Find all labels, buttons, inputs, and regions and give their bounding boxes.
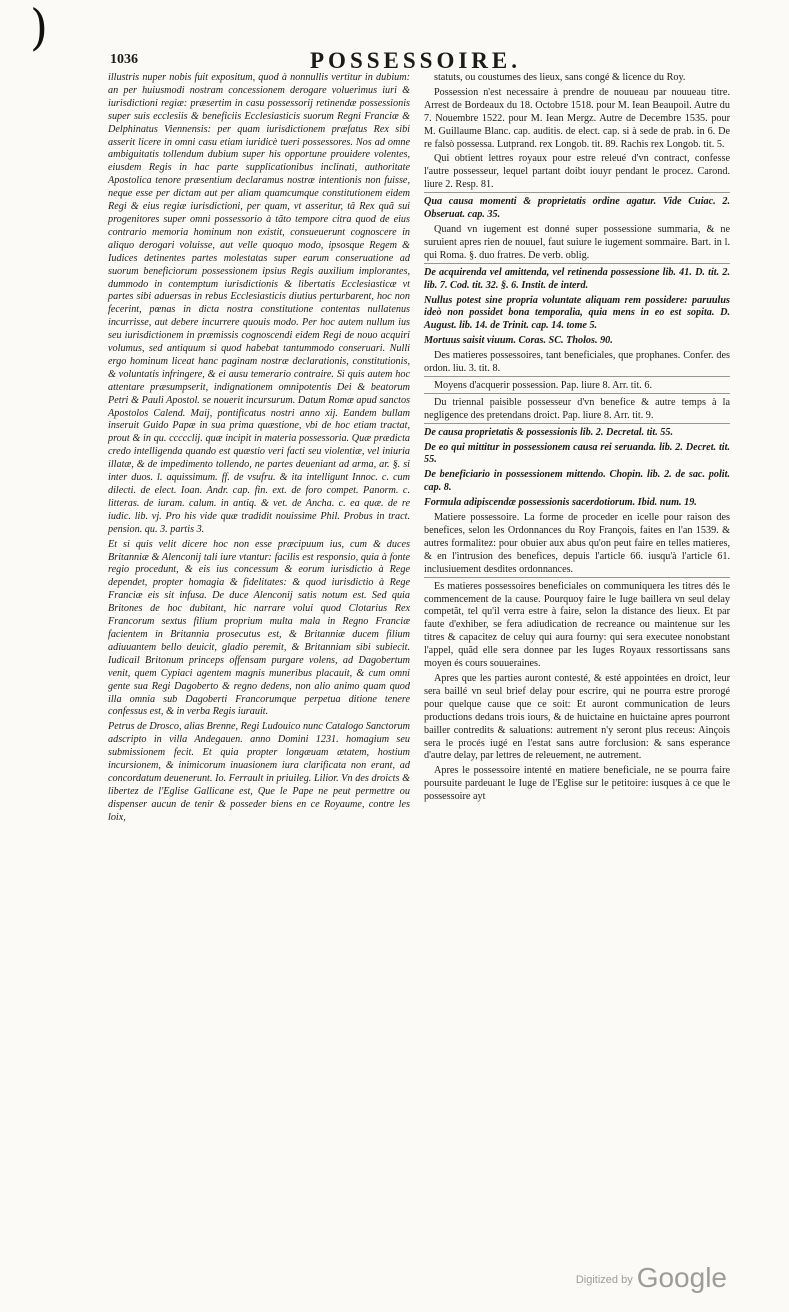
paragraph: De beneficiario in possessionem mittendo. Chopin. lib. 2. de sac. polit. cap. 8. — [424, 469, 730, 494]
google-logo: Google — [636, 1262, 727, 1293]
paragraph: Quand vn iugement est donné super possessione summaria, & ne suruient apres rien de nouuel, faut suiure le iugement sommaire. Bart. in l. qui Roma. §. duo fratres. De verb. oblig. — [424, 224, 730, 264]
paragraph: Apres que les parties auront contesté, & esté appointées en droict, leur sera baillé vn seul brief delay pour escrire, qui ne pourra estre prorogé pour quelque cause que ce soit: Et auront communication de leurs productions dedans trois iours, & de huictaine en huictaine apres pourront bailler contredits & saluations: autrement n'y seront plus receus: Ainçois sera le procés iugé en l'estat sans autre forclusion: & sans esperance d'autre delay, par lettres de releuement, ne autrement. — [424, 672, 730, 762]
page-number: 1036 — [110, 52, 138, 67]
paragraph: Mortuus saisit viuum. Coras. SC. Tholos. 90. — [424, 335, 613, 347]
paragraph: Petrus de Drosco, alias Brenne, Regi Ludouico nunc Catalogo Sanctorum adscripto in villa Andegauen. anno Domini 1231. homagium seu submissionem fecit. Et quia propter longæuam ætatem, hostium incursionem, & inimicorum inuasionem iura clarificata non erant, ad concordatum deuenerunt. Io. Ferrault in priuileg. Lilior. Vn des droicts & libertez de l'Eglise Gallicane est, Que le Pape ne peut permettre ou dispenser aucun de tenir & posseder biens en ce Royaume, contre les loix, — [108, 721, 410, 823]
paragraph: Qua causa momenti & proprietatis ordine agatur. Vide Cuiac. 2. Obseruat. cap. 35. — [424, 196, 730, 221]
paragraph: statuts, ou coustumes des lieux, sans congé & licence du Roy. — [434, 72, 686, 83]
left-column — [108, 72, 410, 827]
digitized-by-text: Digitized by — [575, 1274, 633, 1286]
paragraph: Possession n'est necessaire à prendre de nouueau par nouueau titre. Arrest de Bordeaux du 18. Octobre 1518. pour M. Iean Beaupoil. Autre du 7. Nouembre 1522. pour M. Iean Mergz. Autre de Decembre 1535. pour M. Guillaume Blanc. cap. auditis. de elect. cap. si à sede de prab. in 6. De re falsò possessa. Lutprand. rex Longob. tit. 89. Rachis rex Longob. tit. 5. — [424, 86, 730, 150]
paragraph: Apres le possessoire intenté en matiere beneficiale, ne se pourra faire poursuite pardeuant le Iuge de l'Eglise sur le petitoire: iusques à ce que le possessoire ayt — [424, 765, 730, 803]
paragraph: De causa proprietatis & possessionis lib. 2. Decretal. tit. 55. — [424, 426, 674, 438]
paragraph: Des matieres possessoires, tant beneficiales, que prophanes. Confer. des ordon. liu. 3. tit. 8. — [424, 350, 730, 377]
paragraph: Moyens d'acquerir possession. Pap. liure 8. Arr. tit. 6. — [424, 380, 730, 394]
paragraph: Matiere possessoire. La forme de proceder en icelle pour raison des benefices, selon les Ordonnances du Roy François, faites en l'an 1539. & autres formalitez: pour obuier aux abus qu'on peut faire en telles matieres, & en l'intrusion des benefices, depuis l'article 66. iusqu'à l'article 61. inclusiuement desdites ordonnances. — [424, 512, 730, 578]
margin-bracket: ) — [30, 0, 48, 56]
google-watermark — [576, 1262, 727, 1294]
paragraph: Et si quis velit dicere hoc non esse præcipuum ius, cum & duces Britanniæ & Alenconij tali iure vtantur: facilis est responsio, quia à fonte regio procedunt, & eis ius concessum & eorum iurisdictio à Rege dependet, propter homagia & fidelitates: & quod iurisdictio à Rege Franciæ eis sit infusa. De duce Alenconij satis notum est. Sed quia Britones de hoc dubitant, hic narrare volui quod Clotarius Rex Francorum sextus filium proprium multa mala in Regno Franciæ facientem in Britannia prosecutus est, & Britanniæ ducem filium adiuuantem bello deuicit, gladio peremit, & Britanniam sibi subiecit. Iudicail Britonum princeps offensam purgare volens, ad Dagobertum venit, quem Cypiaci agentem magnis muneribus placauit, & cum omni gente sua Regi Dagoberto & regno dedens, non alio animo quam quod illa omnia sub Dagoberti Francorumque perpetua ditione tenere confessus est, & in verba Regis iurauit. — [108, 538, 410, 718]
paragraph: illustris nuper nobis fuit expositum, quod à nonnullis vertitur in dubium: an per huiusmodi nostram concessionem derogare voluerimus iuri & iurisdictioni regiæ: præsertim in casu possessorij retinendæ possessionis super suis ecclesiis & beneficiis Ecclesiasticis suorum Regni Franciæ & Delphinatus Viennensis: per quam iurisdictionem præfatus Rex sibi asserit licere in omni casu etiam iuridicè tueri possessores. Nos ad omne ambiguitatis tollendum dubium super his opportune prouidere volentes, eiusdem Regis in hac parte supplicationibus inclinati, authoritate Apostolica tenore præsentium declaramus nostræ intentionis non fuisse, neque esse per dictam aut per aliam quamcumque constitutionem eidem Regi & eius regiæ iurisdictioni, per quam, vt asseritur, tâ Rex quã sui progenitores super omni possessorio à tãto tempore citra quod de eius contrario memoria hominum non existit, consueuerunt cognoscere in aliquo derogari voluisse, aut velle quoquo modo, ipsosque Regem & Iudices detinentes partes molestatas super earum conseruatione ad suorum beneficiorum possessionem ipsius Regis auxilium implorantes, dummodo in contemptum iurisdictionis & libertatis Ecclesiasticæ vt partes sibi aduersas in rebus Ecclesiasticis diutius perturbarent, hoc non fecerint, pœnas in dicta nostra constitutione contentas nullatenus incurrisse, aut debere incurrere quouis modo. Per hoc autem nullum ius seu iurisdictionem in præmissis cognoscendi eidem Regi de nouo acquiri volumus, sed antiquum si quod habebat tantummodo conseruari. Nulli ergo hominum liceat hanc paginam nostræ declarationis, constitutionis, & voluntatis infringere, & ei ausu temerario contraire. Si quis autem hoc attentare præsumpserit, indignationem omnipotentis Dei & beatorum Petri & Pauli Apostol. se nouerit incursurum. Datum Romæ apud sanctos Apostolos Calend. Maij, pontificatus nostri anno xij. Eandem bullam inseruit Guido Papæ in sua prima quæstione, vbi de hoc etiam tractat, prout & in qu. ccccclij. quæ incipit in materia possessoria. Quæ prædicta credo intelligenda quando est quæstio veri facti seu violentiæ, vel iniuria illatæ, & de impedimento tollendo, ne partes deueniant ad arma, ar. §. si inter duos. l. aquissimum. ff. de vsufru. & ita intelligunt Innoc. c. cum dilecti. de elect. Ioan. Andr. cap. fin. ext. de foro compet. Panorm. c. litteras. de iuram. calum. in antiq. & vet. de Ancha. c. ea quæ. de re iudic. lib. vj. Pro his vide quæ tradidit nouissime Phil. Probus in tract. pension. qu. 3. partis 3. — [108, 72, 410, 535]
paragraph: Es matieres possessoires beneficiales on communiquera les titres dés le commencement de la cause. Pourquoy faire le Iuge baillera vn seul delay competãt, tel qu'il verra estre à faire, selon la distance des lieux. Et par faute d'exhiber, se fera adiudication de recreance ou maintenue sur les titres & capacitez de celuy qui aura fourny: qui sera executee nonobstant l'appel, quãd elle sera donnee par les Iuges Royaux ressortissans sans moyen és cours souueraines. — [424, 580, 730, 670]
right-column — [424, 72, 730, 806]
paragraph: De acquirenda vel amittenda, vel retinenda possessione lib. 41. D. tit. 2. lib. 7. Cod. tit. 32. §. 6. Instit. de interd. — [424, 266, 730, 291]
paragraph: Nullus potest sine propria voluntate aliquam rem possidere: paruulus ideò non possidet bona temporalia, quia mens in eo est sopita. D. August. lib. 14. de Trinit. cap. 14. tome 5. — [424, 294, 730, 332]
paragraph: De eo qui mittitur in possessionem causa rei seruanda. lib. 2. Decret. tit. 55. — [424, 441, 730, 466]
page-header — [110, 50, 730, 72]
running-title: POSSESSOIRE. — [310, 48, 521, 73]
paragraph: Qui obtient lettres royaux pour estre releué d'vn contract, confesse l'autre possesseur, lequel partant doibt iouyr pendant le procez. Carond. liure 2. Resp. 81. — [424, 153, 730, 193]
paragraph: Du triennal paisible possesseur d'vn benefice & autre temps à la negligence des pretendans droict. Pap. liure 8. Arr. tit. 9. — [424, 397, 730, 424]
paragraph: Formula adipiscendæ possessionis sacerdotiorum. Ibid. num. 19. — [424, 497, 697, 509]
